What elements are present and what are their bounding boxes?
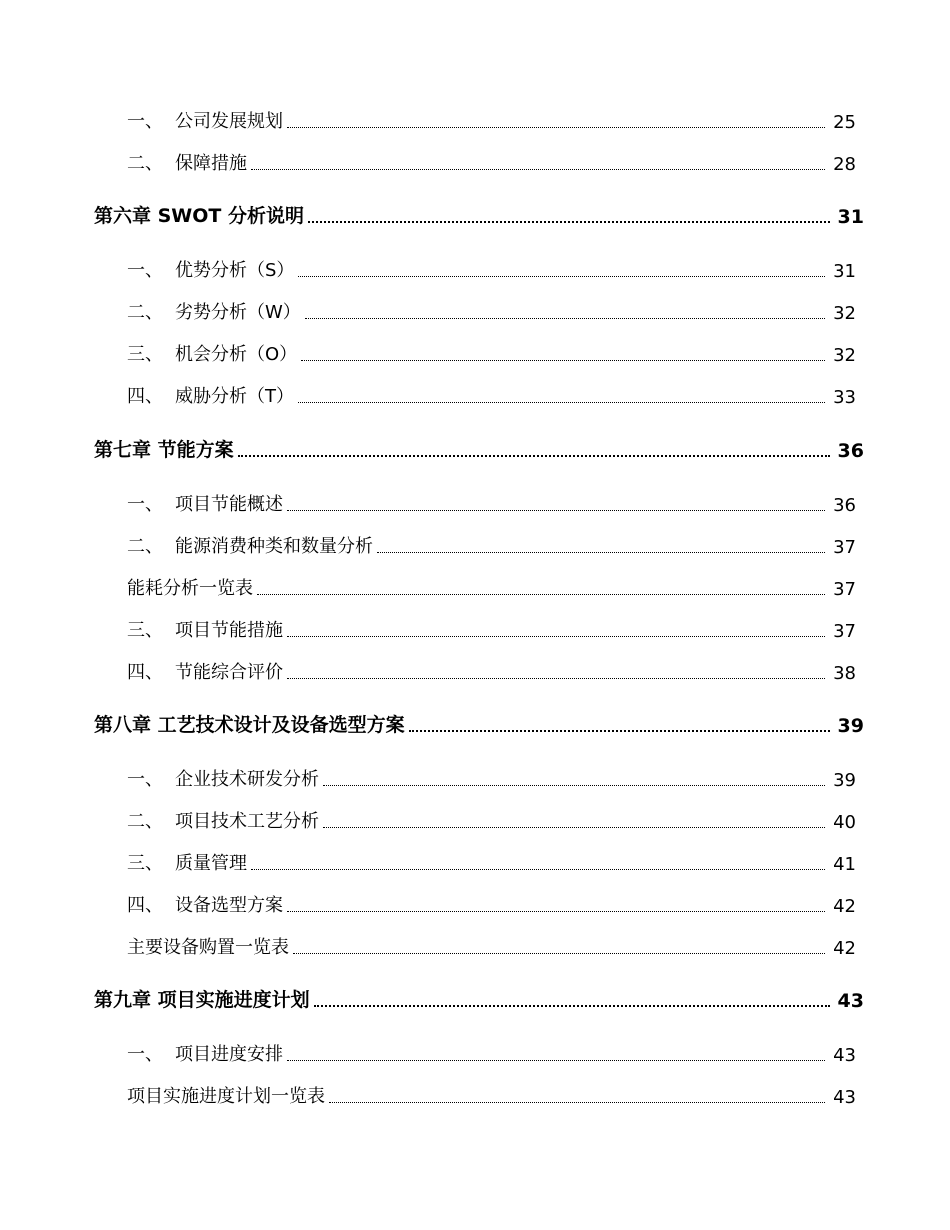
toc-entry-title-text: 能源消费种类和数量分析 xyxy=(175,536,373,557)
toc-section-entry[interactable] xyxy=(127,528,856,558)
toc-section-entry[interactable] xyxy=(127,803,856,833)
toc-entry-title-text: 项目技术工艺分析 xyxy=(175,811,319,832)
toc-section-entry[interactable] xyxy=(127,378,856,408)
toc-page-number: 40 xyxy=(833,812,856,833)
toc-entry-title xyxy=(127,658,283,684)
toc-entry-number: 四、 xyxy=(127,895,163,916)
toc-entry-number: 二、 xyxy=(127,536,163,557)
toc-entry-title xyxy=(127,256,294,282)
toc-entry-title xyxy=(94,710,405,737)
toc-entry-title xyxy=(127,149,247,175)
toc-entry-number: 一、 xyxy=(127,111,163,132)
toc-section-entry[interactable] xyxy=(127,486,856,516)
toc-entry-title xyxy=(94,435,234,462)
toc-entry-number: 一、 xyxy=(127,769,163,790)
toc-entry-number: 二、 xyxy=(127,302,163,323)
toc-entry-title-text: 威胁分析（T） xyxy=(175,386,294,407)
toc-page-number: 41 xyxy=(833,854,856,875)
toc-page-number: 25 xyxy=(833,112,856,133)
toc-section-entry[interactable] xyxy=(127,103,856,133)
toc-entry-number: 四、 xyxy=(127,662,163,683)
toc-section-entry[interactable] xyxy=(127,294,856,324)
dot-leader xyxy=(298,401,825,403)
toc-entry-number: 一、 xyxy=(127,260,163,281)
toc-entry-title-text: 项目实施进度计划一览表 xyxy=(127,1086,325,1107)
toc-entry-number: 一、 xyxy=(127,494,163,515)
dot-leader xyxy=(287,126,825,128)
toc-page-number: 43 xyxy=(833,1087,856,1108)
dot-leader xyxy=(323,826,825,828)
toc-section-entry[interactable] xyxy=(127,887,856,917)
toc-entry-title xyxy=(127,891,283,917)
toc-section-entry[interactable] xyxy=(127,1078,856,1108)
toc-page-number: 31 xyxy=(837,206,864,228)
toc-entry-title xyxy=(127,382,294,408)
toc-section-entry[interactable] xyxy=(127,336,856,366)
toc-section-entry[interactable] xyxy=(127,929,856,959)
toc-entry-title-text: 第八章 工艺技术设计及设备选型方案 xyxy=(94,714,405,736)
toc-entry-title-text: 劣势分析（W） xyxy=(175,302,301,323)
dot-leader xyxy=(287,635,825,637)
dot-leader xyxy=(287,910,825,912)
dot-leader xyxy=(257,593,825,595)
dot-leader xyxy=(251,868,825,870)
toc-entry-title xyxy=(127,532,373,558)
dot-leader xyxy=(293,952,825,954)
dot-leader xyxy=(287,509,825,511)
toc-page-number: 32 xyxy=(833,345,856,366)
dot-leader xyxy=(298,275,825,277)
toc-page-number: 28 xyxy=(833,154,856,175)
dot-leader xyxy=(251,168,825,170)
toc-entry-title-text: 第七章 节能方案 xyxy=(94,439,234,461)
toc-section-entry[interactable] xyxy=(127,761,856,791)
toc-entry-title xyxy=(127,340,297,366)
toc-entry-title xyxy=(127,807,319,833)
toc-entry-title xyxy=(127,616,283,642)
toc-page-number: 33 xyxy=(833,387,856,408)
toc-entry-title-text: 项目节能措施 xyxy=(175,620,283,641)
toc-page-number: 36 xyxy=(837,440,864,462)
toc-section-entry[interactable] xyxy=(127,612,856,642)
toc-entry-title xyxy=(127,107,283,133)
toc-section-entry[interactable] xyxy=(127,570,856,600)
toc-page-number: 43 xyxy=(837,990,864,1012)
toc-section-entry[interactable] xyxy=(127,1036,856,1066)
toc-entry-number: 二、 xyxy=(127,811,163,832)
toc-entry-title xyxy=(127,1040,283,1066)
toc-entry-number: 三、 xyxy=(127,344,163,365)
toc-page-number: 43 xyxy=(833,1045,856,1066)
toc-chapter-entry[interactable] xyxy=(94,432,864,462)
toc-entry-title-text: 节能综合评价 xyxy=(175,662,283,683)
toc-chapter-entry[interactable] xyxy=(94,982,864,1012)
toc-section-entry[interactable] xyxy=(127,145,856,175)
toc-page-number: 37 xyxy=(833,621,856,642)
toc-entry-title-text: 优势分析（S） xyxy=(175,260,295,281)
toc-page-number: 39 xyxy=(833,770,856,791)
toc-page-number: 37 xyxy=(833,579,856,600)
toc-page-number: 38 xyxy=(833,663,856,684)
toc-page-number: 32 xyxy=(833,303,856,324)
toc-entry-title xyxy=(94,201,304,228)
toc-entry-title xyxy=(127,849,247,875)
toc-entry-title-text: 第九章 项目实施进度计划 xyxy=(94,989,310,1011)
toc-entry-title xyxy=(127,1082,325,1108)
toc-entry-title xyxy=(127,298,301,324)
toc-entry-title-text: 项目节能概述 xyxy=(175,494,283,515)
toc-entry-title-text: 项目进度安排 xyxy=(175,1044,283,1065)
toc-entry-number: 三、 xyxy=(127,853,163,874)
toc-entry-number: 二、 xyxy=(127,153,163,174)
toc-page-number: 39 xyxy=(837,715,864,737)
toc-entry-title-text: 设备选型方案 xyxy=(175,895,283,916)
dot-leader xyxy=(308,220,830,223)
toc-entry-title xyxy=(127,765,319,791)
toc-chapter-entry[interactable] xyxy=(94,707,864,737)
dot-leader xyxy=(314,1004,830,1007)
toc-entry-title-text: 保障措施 xyxy=(175,153,247,174)
toc-entry-number: 四、 xyxy=(127,386,163,407)
toc-chapter-entry[interactable] xyxy=(94,198,864,228)
toc-entry-title xyxy=(127,933,289,959)
dot-leader xyxy=(287,1059,825,1061)
dot-leader xyxy=(305,317,825,319)
toc-section-entry[interactable] xyxy=(127,654,856,684)
toc-page-number: 36 xyxy=(833,495,856,516)
toc-entry-title-text: 企业技术研发分析 xyxy=(175,769,319,790)
toc-entry-title xyxy=(127,490,283,516)
toc-entry-title-text: 第六章 SWOT 分析说明 xyxy=(94,205,304,227)
dot-leader xyxy=(409,729,830,732)
toc-entry-title-text: 主要设备购置一览表 xyxy=(127,937,289,958)
toc-entry-title-text: 机会分析（O） xyxy=(175,344,298,365)
dot-leader xyxy=(301,359,825,361)
toc-entry-title-text: 公司发展规划 xyxy=(175,111,283,132)
toc-page-number: 42 xyxy=(833,896,856,917)
dot-leader xyxy=(238,454,830,457)
toc-page-number: 42 xyxy=(833,938,856,959)
dot-leader xyxy=(287,677,825,679)
toc-entry-number: 三、 xyxy=(127,620,163,641)
dot-leader xyxy=(329,1101,825,1103)
toc-entry-title xyxy=(94,985,310,1012)
toc-page-number: 31 xyxy=(833,261,856,282)
toc-entry-title xyxy=(127,574,253,600)
dot-leader xyxy=(377,551,825,553)
toc-page-number: 37 xyxy=(833,537,856,558)
toc-entry-number: 一、 xyxy=(127,1044,163,1065)
toc-entry-title-text: 质量管理 xyxy=(175,853,247,874)
dot-leader xyxy=(323,784,825,786)
toc-section-entry[interactable] xyxy=(127,252,856,282)
toc-entry-title-text: 能耗分析一览表 xyxy=(127,578,253,599)
toc-section-entry[interactable] xyxy=(127,845,856,875)
